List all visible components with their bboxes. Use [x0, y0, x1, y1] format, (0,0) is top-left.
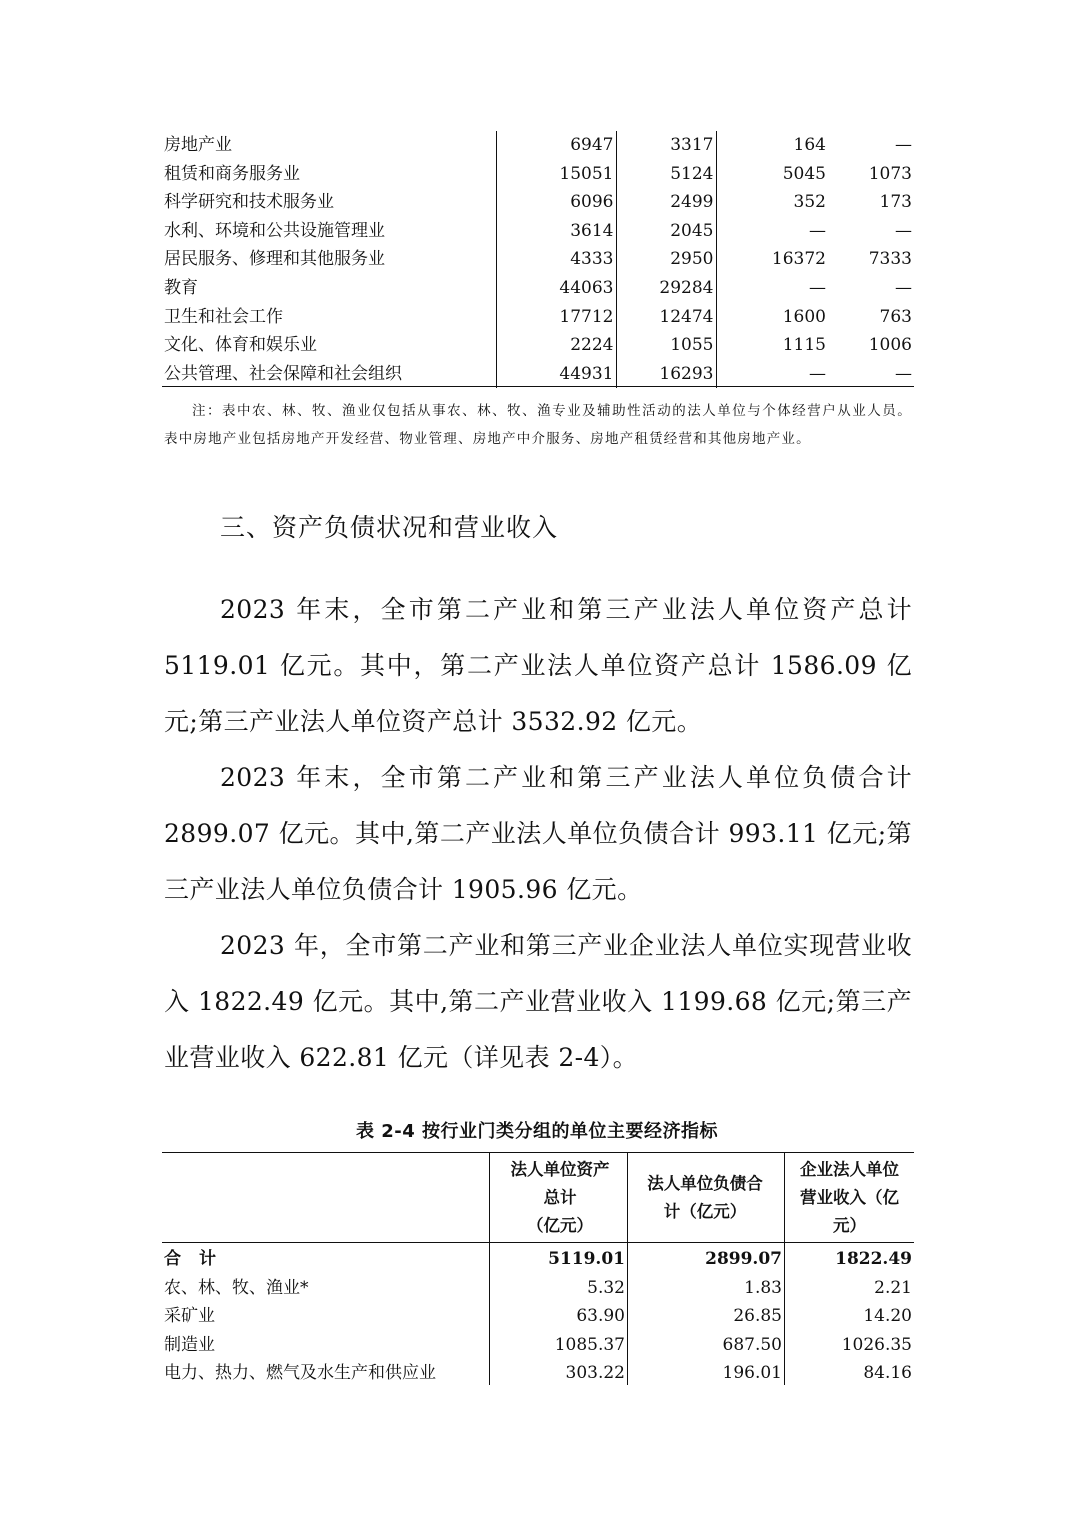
row-label: 文化、体育和娱乐业 [164, 335, 317, 356]
table-row [162, 188, 914, 217]
row-label: 水利、环境和公共设施管理业 [164, 220, 385, 241]
row-label: 卫生和社会工作 [164, 306, 283, 327]
cell-value: 1055 [616, 331, 716, 360]
header-bottom-rule [162, 1242, 914, 1243]
cell-value: 6947 [496, 131, 616, 160]
total-row [162, 1245, 914, 1274]
cell-value: 5045 [716, 160, 828, 189]
table-row [162, 303, 914, 332]
economic-indicators-table [162, 1245, 914, 1388]
header-liabilities-label: 法人单位负债合 计（亿元） [647, 1174, 763, 1221]
cell-value: 2045 [616, 217, 716, 246]
cell-value: 303.22 [565, 1363, 625, 1384]
row-label: 农、林、牧、渔业* [164, 1277, 309, 1298]
paragraph-assets: 2023 年末，全市第二产业和第三产业法人单位资产总计 5119.01 亿元。其中，第二产业法人单位资产总计 1586.09 亿元;第三产业法人单位资产总计 3532.92 亿元。 [164, 595, 912, 736]
table-row [162, 217, 914, 246]
table-row [162, 160, 914, 189]
cell-value: 1085.37 [554, 1334, 625, 1355]
cell-value: 14.20 [863, 1306, 912, 1327]
cell-value: 29284 [616, 274, 716, 303]
row-label: 教育 [164, 277, 198, 298]
table-row [162, 245, 914, 274]
header-assets-label: 法人单位资产 总计 （亿元） [510, 1160, 610, 1235]
cell-value: — [716, 217, 828, 246]
cell-value: 2950 [616, 245, 716, 274]
cell-value: 2.21 [874, 1277, 912, 1298]
cell-value: 6096 [496, 188, 616, 217]
cell-value: 1.83 [744, 1277, 782, 1298]
cell-value: 63.90 [576, 1306, 625, 1327]
cell-value: 44063 [496, 274, 616, 303]
cell-value: 16372 [716, 245, 828, 274]
cell-value: 16293 [616, 360, 716, 389]
cell-value: 1115 [716, 331, 828, 360]
row-label: 合计 [164, 1249, 234, 1269]
cell-value: 3614 [496, 217, 616, 246]
cell-value: 5119.01 [548, 1249, 625, 1269]
table-row [162, 274, 914, 303]
table-row [162, 331, 914, 360]
cell-value: 173 [879, 192, 912, 213]
cell-value: 84.16 [863, 1363, 912, 1384]
table-bottom-rule [162, 386, 914, 387]
table-note: 注：表中农、林、牧、渔业仅包括从事农、林、牧、渔专业及辅助性活动的法人单位与个体经营户从业人员。表中房地产业包括房地产开发经营、物业管理、房地产中介服务、房地产租赁经营和其他房地产业。 [164, 403, 912, 447]
row-label: 制造业 [164, 1334, 215, 1355]
cell-value: 1026.35 [841, 1334, 912, 1355]
cell-value: 4333 [496, 245, 616, 274]
industry-employment-table [162, 131, 914, 388]
table-row [162, 360, 914, 389]
cell-value: 44931 [496, 360, 616, 389]
table-row [162, 1302, 914, 1331]
row-label: 公共管理、社会保障和社会组织 [164, 363, 402, 384]
cell-value: — [895, 135, 912, 155]
cell-value: 1822.49 [835, 1249, 912, 1269]
row-label: 电力、热力、燃气及水生产和供应业 [164, 1363, 436, 1384]
cell-value: 5124 [616, 160, 716, 189]
cell-value: 1006 [868, 335, 912, 356]
row-label: 房地产业 [164, 135, 232, 155]
cell-value: 7333 [868, 249, 912, 270]
cell-value: — [895, 363, 912, 384]
cell-value: 687.50 [722, 1334, 782, 1355]
paragraph-liabilities: 2023 年末，全市第二产业和第三产业法人单位负债合计 2899.07 亿元。其中,第二产业法人单位负债合计 993.11 亿元;第三产业法人单位负债合计 1905.96 亿元。 [164, 763, 912, 904]
header-liabilities [630, 1156, 780, 1240]
table-row [162, 1331, 914, 1360]
cell-value: 5.32 [587, 1277, 625, 1298]
cell-value: 2499 [616, 188, 716, 217]
row-label: 居民服务、修理和其他服务业 [164, 249, 385, 270]
cell-value: 26.85 [733, 1306, 782, 1327]
cell-value: — [895, 220, 912, 241]
table-row [162, 1274, 914, 1303]
cell-value: 352 [716, 188, 828, 217]
table-row [162, 1359, 914, 1388]
cell-value: 1600 [716, 303, 828, 332]
cell-value: — [716, 360, 828, 389]
cell-value: 2224 [496, 331, 616, 360]
cell-value: 763 [879, 306, 912, 327]
cell-value: — [895, 277, 912, 298]
header-revenue-label: 企业法人单位 营业收入（亿 元） [800, 1160, 899, 1235]
cell-value: 196.01 [722, 1363, 782, 1384]
row-label: 租赁和商务服务业 [164, 163, 300, 184]
paragraph-revenue: 2023 年，全市第二产业和第三产业企业法人单位实现营业收入 1822.49 亿元。其中,第二产业营业收入 1199.68 亿元;第三产业营业收入 622.81 亿元（详见表 2-4）。 [164, 931, 912, 1072]
cell-value: — [716, 274, 828, 303]
cell-value: 1073 [868, 163, 912, 184]
header-revenue [787, 1156, 912, 1240]
cell-value: 12474 [616, 303, 716, 332]
row-label: 采矿业 [164, 1306, 215, 1327]
cell-value: 2899.07 [705, 1249, 782, 1269]
table-title: 表 2-4 按行业门类分组的单位主要经济指标 [355, 1121, 719, 1142]
cell-value: 3317 [616, 131, 716, 160]
table-top-rule [162, 1152, 914, 1153]
table-row [162, 131, 914, 160]
row-label: 科学研究和技术服务业 [164, 192, 334, 213]
cell-value: 17712 [496, 303, 616, 332]
header-assets [495, 1156, 625, 1240]
cell-value: 15051 [496, 160, 616, 189]
cell-value: 164 [716, 131, 828, 160]
section-heading: 三、资产负债状况和营业收入 [220, 513, 559, 542]
